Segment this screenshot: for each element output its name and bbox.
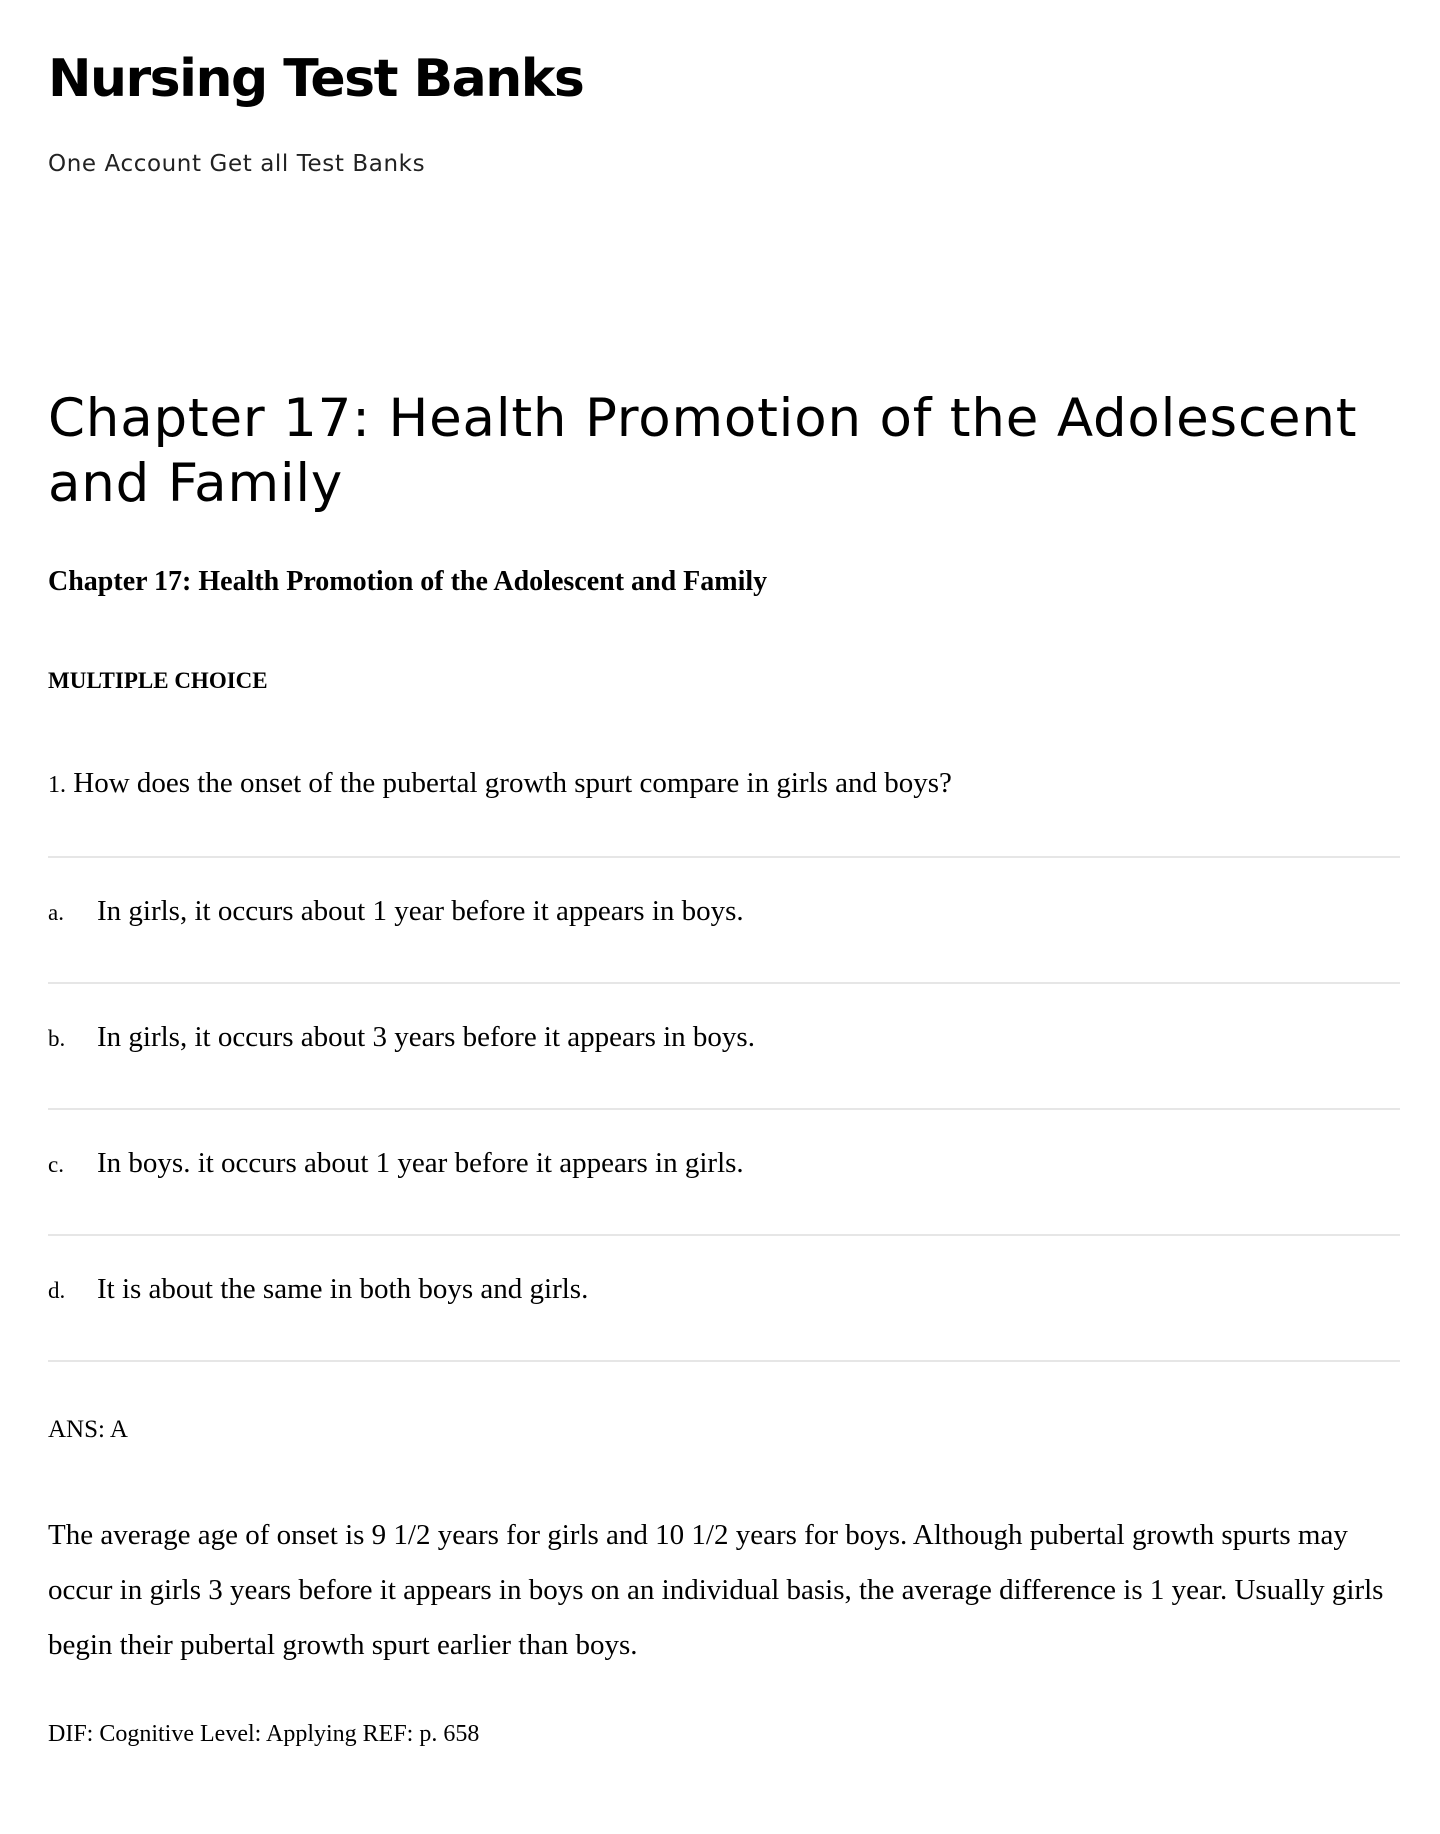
answer-options xyxy=(48,856,1400,1362)
option-text: It is about the same in both boys and girls. xyxy=(97,1273,589,1305)
question-stem xyxy=(48,764,952,804)
section-label: MULTIPLE CHOICE xyxy=(48,668,268,693)
option-text: In girls, it occurs about 3 years before it appears in boys. xyxy=(97,1021,755,1053)
question-number: 1. xyxy=(48,772,66,798)
option-c[interactable] xyxy=(48,1110,1400,1236)
question-metadata: DIF: Cognitive Level: Applying REF: p. 658 xyxy=(48,1721,480,1747)
option-d[interactable] xyxy=(48,1236,1400,1362)
option-letter: b. xyxy=(48,1026,66,1051)
question-text: How does the onset of the pubertal growth spurt compare in girls and boys? xyxy=(66,767,952,799)
option-a[interactable] xyxy=(48,858,1400,984)
answer-key: ANS: A xyxy=(48,1416,128,1443)
option-text: In boys. it occurs about 1 year before it appears in girls. xyxy=(97,1147,744,1179)
option-letter: a. xyxy=(48,900,64,925)
chapter-heading: Chapter 17: Health Promotion of the Adolescent and Family xyxy=(48,388,1358,514)
option-b[interactable] xyxy=(48,984,1400,1110)
site-title[interactable]: Nursing Test Banks xyxy=(48,49,584,109)
option-letter: c. xyxy=(48,1152,64,1177)
rationale-text: The average age of onset is 9 1/2 years for girls and 10 1/2 years for boys. Although pubertal growth spurts may occur in girls 3 years before it appears in boys on an individual basis, the average difference is 1 year. Usually girls begin their pubertal growth spurt earlier than boys. xyxy=(48,1519,1384,1661)
option-letter: d. xyxy=(48,1278,66,1303)
site-tagline: One Account Get all Test Banks xyxy=(48,151,426,177)
chapter-subheading: Chapter 17: Health Promotion of the Adolescent and Family xyxy=(48,566,768,597)
option-text: In girls, it occurs about 1 year before it appears in boys. xyxy=(97,895,744,927)
